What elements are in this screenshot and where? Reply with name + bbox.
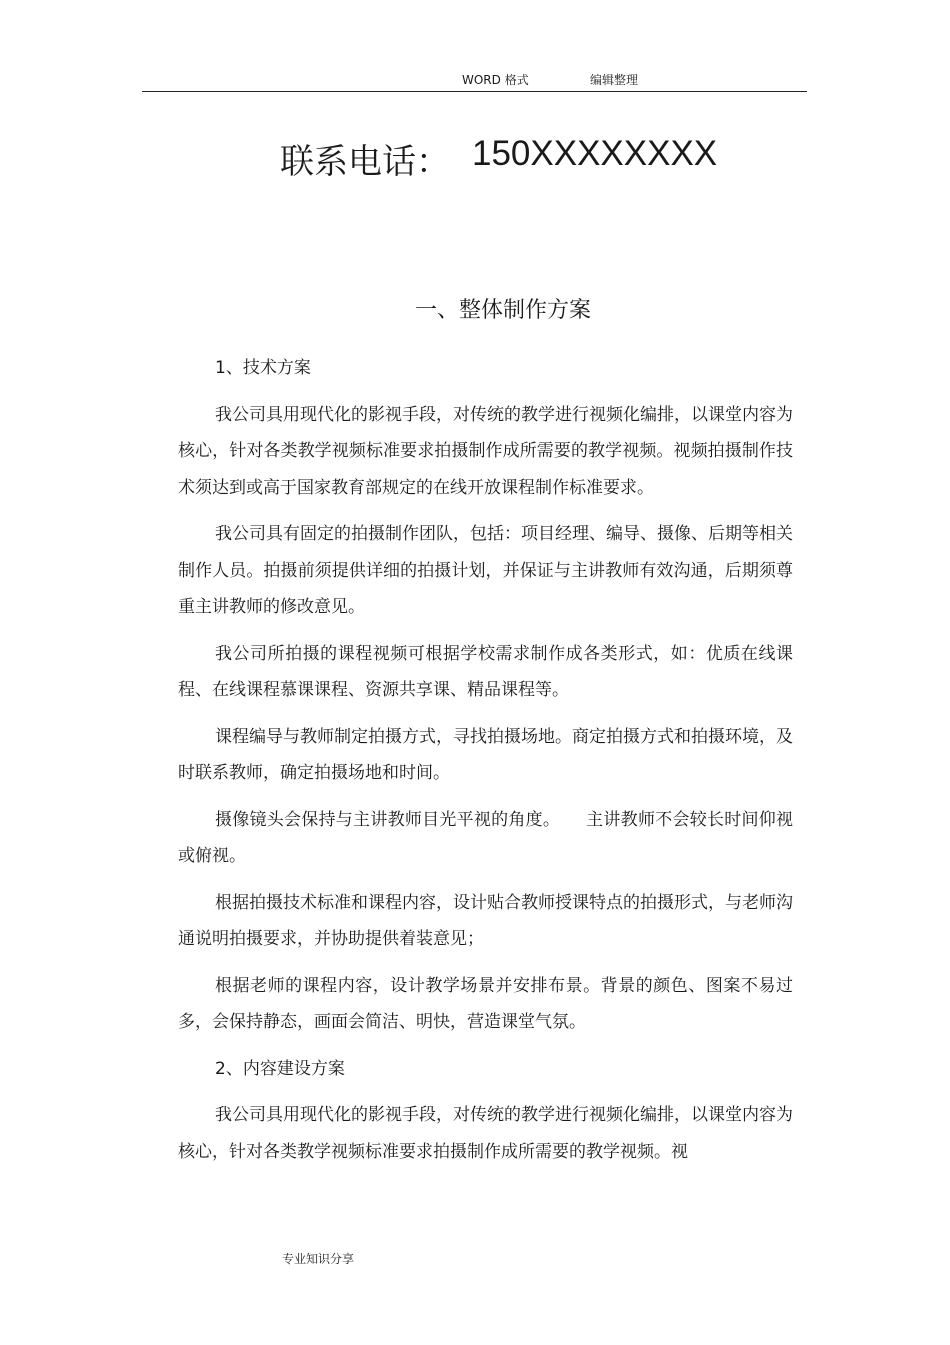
header-format-label: WORD 格式 — [462, 73, 529, 87]
paragraph: 课程编导与教师制定拍摄方式，寻找拍摄场地。商定拍摄方式和拍摄环境，及时联系教师，确定拍摄场地和时间。 — [178, 726, 793, 783]
section-title: 一、整体制作方案 — [415, 298, 592, 323]
paragraph: 根据拍摄技术标准和课程内容，设计贴合教师授课特点的拍摄形式，与老师沟通说明拍摄要求，并协助提供着装意见； — [178, 892, 793, 949]
header-edit-label: 编辑整理 — [590, 73, 639, 87]
paragraph: 我公司所拍摄的课程视频可根据学校需求制作成各类形式，如：优质在线课程、在线课程慕课课程、资源共享课、精品课程等。 — [178, 643, 793, 700]
page-footer: 专业知识分享 — [282, 1252, 355, 1266]
contact-label: 联系电话： — [280, 142, 450, 182]
document-body — [178, 350, 793, 1180]
paragraph: 我公司具用现代化的影视手段，对传统的教学进行视频化编排，以课堂内容为核心，针对各类教学视频标准要求拍摄制作成所需要的教学视频。视 — [178, 1105, 793, 1162]
subsection-heading-technical: 1、技术方案 — [215, 358, 311, 378]
paragraph: 我公司具有固定的拍摄制作团队，包括：项目经理、编导、摄像、后期等相关制作人员。拍摄前须提供详细的拍摄计划，并保证与主讲教师有效沟通，后期须尊重主讲教师的修改意见。 — [178, 524, 793, 617]
paragraph: 我公司具用现代化的影视手段，对传统的教学进行视频化编排，以课堂内容为核心，针对各类教学视频标准要求拍摄制作成所需要的教学视频。视频拍摄制作技术须达到或高于国家教育部规定的在线开放课程制作标准要求。 — [178, 404, 793, 498]
page-header — [0, 68, 950, 88]
contact-phone: 150XXXXXXXX — [472, 134, 718, 173]
subsection-heading-content: 2、内容建设方案 — [215, 1058, 345, 1079]
paragraph: 根据老师的课程内容，设计教学场景并安排布景。背景的颜色、图案不易过多，会保持静态，画面会简洁、明快，营造课堂气氛。 — [178, 975, 793, 1032]
paragraph: 摄像镜头会保持与主讲教师目光平视的角度。 主讲教师不会较长时间仰视或俯视。 — [178, 809, 793, 866]
header-divider — [142, 91, 807, 92]
